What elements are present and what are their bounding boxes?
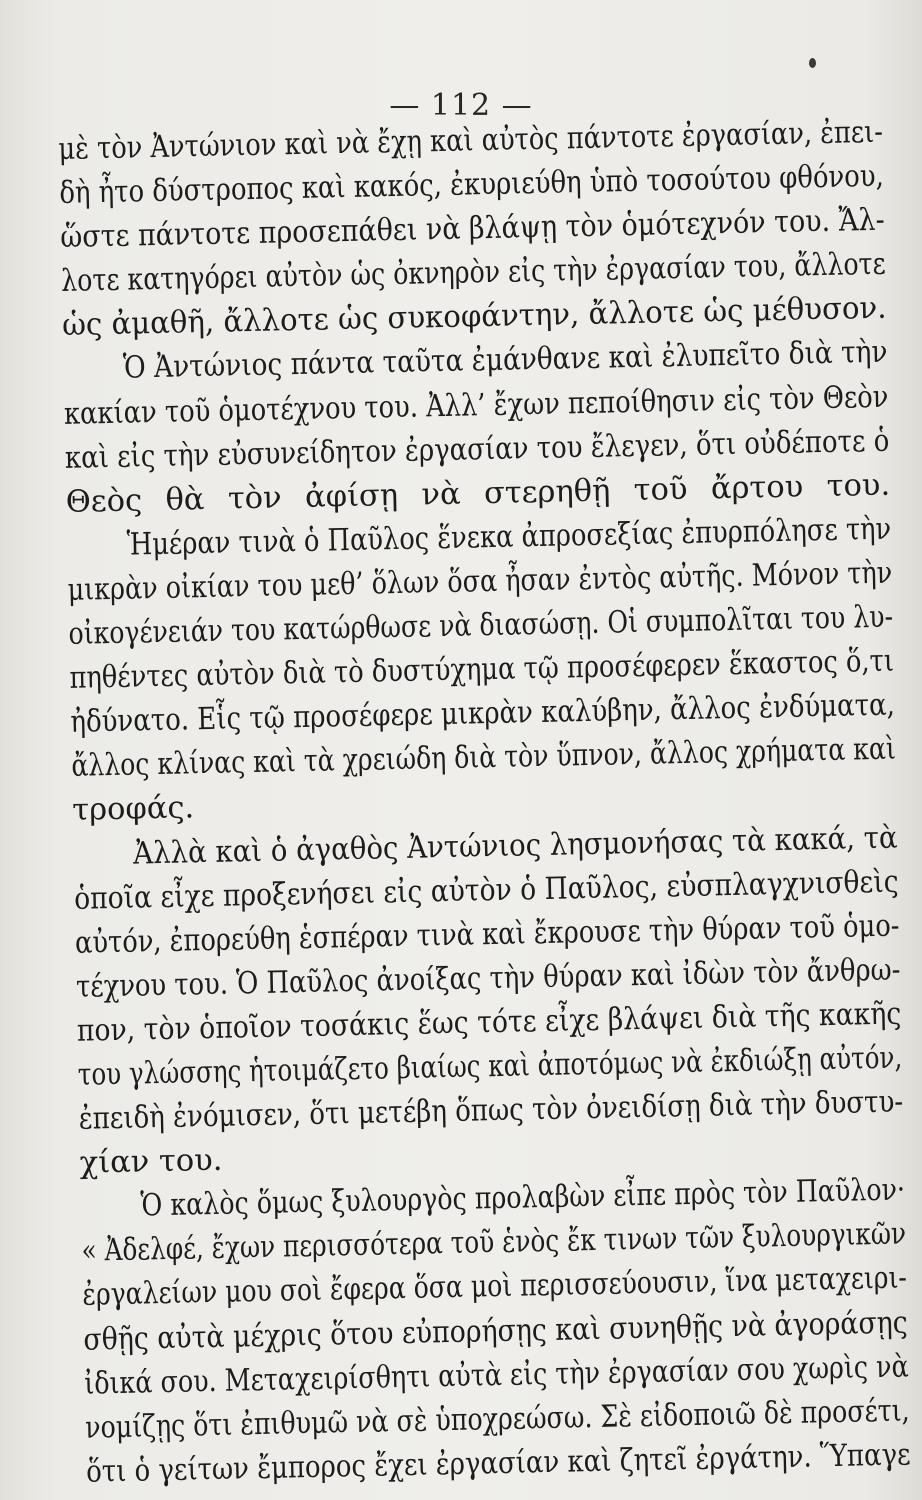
text-line: « Ἀδελφέ, ἔχων περισσότερα τοῦ ἑνὸς ἔκ τινων τῶν ξυλουργικῶν — [81, 1216, 907, 1270]
text-line: ἠδύνατο. Εἷς τῷ προσέφερε μικρὰν καλύβην, ἄλλος ἐνδύματα, — [70, 687, 896, 741]
page-number: — 112 — — [389, 88, 533, 123]
text-line: νομίζῃς ὅτι ἐπιθυμῶ νὰ σὲ ὑποχρεώσω. Σὲ εἰδοποιῶ δὲ προσέτι, — [84, 1393, 910, 1446]
text-line: τροφάς. — [71, 790, 195, 829]
text-line: τέχνου του. Ὁ Παῦλος ἀνοίξας τὴν θύραν καὶ ἰδὼν τὸν ἄνθρω- — [75, 952, 901, 1005]
text-line: κακίαν τοῦ ὁμοτέχνου του. Ἀλλ’ ἔχων πεποίθησιν εἰς τὸν Θεὸν — [63, 379, 889, 432]
text-line: λοτε κατηγόρει αὐτὸν ὡς ὀκνηρὸν εἰς τὴν ἐργασίαν του, ἄλλοτε — [60, 246, 886, 300]
text-line: ὁποῖα εἶχε προξενήσει εἰς αὐτὸν ὁ Παῦλος, εὐσπλαγχνισθεὶς — [73, 864, 899, 917]
text-line: δὴ ἦτο δύστροπος καὶ κακός, ἐκυριεύθη ὑπὸ τοσούτου φθόνου, — [59, 158, 885, 212]
text-line: Ἀλλὰ καὶ ὁ ἀγαθὸς Ἀντώνιος λησμονήσας τὰ κακά, τὰ — [132, 820, 898, 872]
text-line: Ὁ Ἀντώνιος πάντα ταῦτα ἐμάνθανε καὶ ἐλυπεῖτο διὰ τὴν — [122, 335, 888, 387]
text-line: ἄλλος κλίνας καὶ τὰ χρειώδη διὰ τὸν ὕπνον, ἄλλος χρήματα καὶ — [71, 731, 897, 785]
text-line: μὲ τὸν Ἀντώνιον καὶ νὰ ἔχῃ καὶ αὐτὸς πάντοτε ἐργασίαν, ἐπει- — [58, 114, 884, 167]
text-line: ὥστε πάντοτε προσεπάθει νὰ βλάψῃ τὸν ὁμότεχνόν του. Ἄλ- — [59, 202, 885, 256]
text-line: καὶ εἰς τὴν εὐσυνείδητον ἐργασίαν του ἔλεγεν, ὅτι οὐδέποτε ὁ — [64, 423, 890, 476]
text-line: Ἡμέραν τινὰ ὁ Παῦλος ἕνεκα ἀπροσεξίας ἐπυρπόλησε τὴν — [126, 511, 892, 563]
text-line: μικρὰν οἰκίαν του μεθ’ ὅλων ὅσα ἦσαν ἐντὸς αὐτῆς. Μόνον τὴν — [67, 555, 893, 608]
ink-speck — [809, 58, 816, 68]
text-line: του γλώσσης ἡτοιμάζετο βιαίως καὶ ἀποτόμως νὰ ἐκδιώξῃ αὐτόν, — [77, 1040, 903, 1093]
text-line: αὐτόν, ἐπορεύθη ἑσπέραν τινὰ καὶ ἔκρουσε τὴν θύραν τοῦ ὁμο- — [74, 908, 900, 961]
text-line: ἐργαλείων μου σοὶ ἔφερα ὅσα μοὶ περισσεύουσιν, ἵνα μεταχειρι- — [82, 1260, 908, 1314]
text-line: ἰδικά σου. Μεταχειρίσθητι αὐτὰ εἰς τὴν ἐργασίαν σου χωρὶς νὰ — [83, 1349, 910, 1402]
text-line: Θεὸς θὰ τὸν ἀφίσῃ νὰ στερηθῇ τοῦ ἄρτου του. — [65, 467, 891, 520]
text-line: ὡς ἀμαθῆ, ἄλλοτε ὡς συκοφάντην, ἄλλοτε ὡς μέθυσον. — [61, 291, 887, 344]
text-line: οἰκογένειάν του κατώρθωσε νὰ διασώσῃ. Οἱ συμπολῖται του λυ- — [68, 599, 894, 652]
text-line: ἐπειδὴ ἐνόμισεν, ὅτι μετέβη ὅπως τὸν ὀνειδίσῃ διὰ τὴν δυστυ- — [78, 1084, 904, 1137]
text-line: πον, τὸν ὁποῖον τοσάκις ἕως τότε εἶχε βλάψει διὰ τῆς κακῆς — [76, 996, 902, 1049]
text-line: σθῇς αὐτὰ μέχρις ὅτου εὐπορήσῃς καὶ συνηθῇς νὰ ἀγοράσῃς — [83, 1305, 909, 1358]
text-line: πηθέντες αὐτὸν διὰ τὸ δυστύχημα τῷ προσέφερεν ἕκαστος ὅ,τι — [69, 643, 895, 697]
text-line: ὅτι ὁ γείτων ἔμπορος ἔχει ἐργασίαν καὶ ζητεῖ ἐργάτην. Ὕπαγε — [85, 1437, 911, 1490]
body-text — [58, 111, 911, 1495]
text-line: Ὁ καλὸς ὅμως ξυλουργὸς προλαβὼν εἶπε πρὸς τὸν Παῦλον· — [140, 1172, 906, 1224]
text-line: χίαν του. — [79, 1142, 223, 1181]
